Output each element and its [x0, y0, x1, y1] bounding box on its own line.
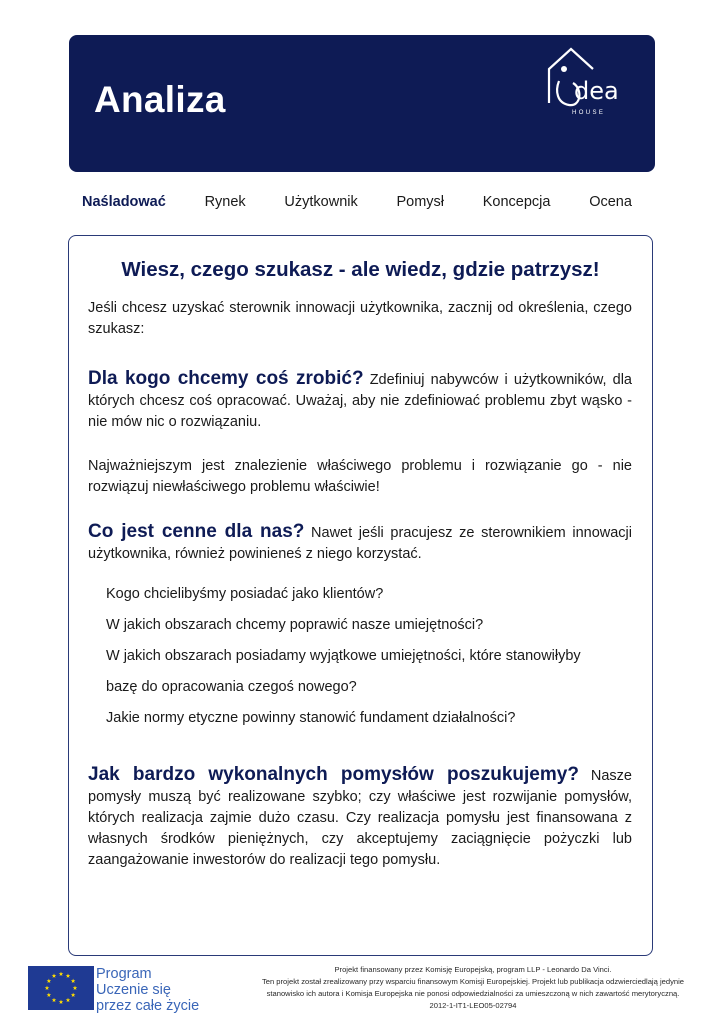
section-who	[88, 368, 632, 433]
llp-program-logo	[28, 966, 209, 1012]
question-item: Jakie normy etyczne powinny stanowić fundament działalności?	[106, 710, 516, 726]
intro-paragraph: Jeśli chcesz uzyskać sterownik innowacji użytkownika, zacznij od określenia, czego szukasz:	[88, 300, 632, 337]
content-card	[68, 235, 653, 956]
tab-nasladowac[interactable]: Naśladować	[82, 194, 166, 210]
section-value-text: Nawet jeśli pracujesz ze sterownikiem innowacji użytkownika, również powinieneś z niego korzystać.	[88, 525, 632, 562]
question-item: Kogo chcielibyśmy posiadać jako klientów?	[106, 586, 384, 602]
eu-flag-icon	[28, 966, 94, 1010]
disclaimer-line: Projekt finansowany przez Komisję Europejską, program LLP - Leonardo Da Vinci.	[334, 965, 612, 974]
question-item: W jakich obszarach posiadamy wyjątkowe umiejętności, które stanowiłyby	[106, 648, 581, 664]
section-who-text: Zdefiniuj nabywców i użytkowników, dla których chcesz coś opracować. Uważaj, aby nie zdefiniować problemu zbyt wąsko - nie mów nic o rozwiązaniu.	[88, 372, 632, 430]
disclaimer-line: Ten projekt został zrealizowany przy wsparciu finansowym Komisji Europejskiej. Projekt lub publikacja odzwierciedlają jedynie	[261, 977, 685, 986]
section-who-note: Najważniejszym jest znalezienie właściwego problemu i rozwiązanie go - nie rozwiązuj niewłaściwego problemu właściwie!	[88, 458, 632, 495]
question-item: W jakich obszarach chcemy poprawić nasze umiejętności?	[106, 617, 484, 633]
page-title: Analiza	[94, 79, 226, 120]
logo-subword: HOUSE	[572, 110, 606, 116]
logo-word: dea	[574, 77, 619, 105]
tab-uzytkownik[interactable]: Użytkownik	[284, 194, 358, 210]
section-tabs	[82, 190, 632, 214]
disclaimer-line: 2012-1-IT1-LEO05-02794	[429, 1001, 517, 1010]
program-line: Uczenie się	[96, 982, 171, 998]
header-banner	[69, 35, 655, 172]
tab-ocena[interactable]: Ocena	[589, 194, 632, 210]
tab-pomysl[interactable]: Pomysł	[396, 194, 445, 210]
section-value	[88, 521, 632, 565]
section-feasibility-heading: Jak bardzo wykonalnych pomysłów poszukujemy?	[88, 764, 579, 785]
tab-koncepcja[interactable]: Koncepcja	[482, 194, 551, 210]
program-line: Program	[96, 966, 152, 982]
question-item: bazę do opracowania czegoś nowego?	[106, 679, 357, 695]
section-feasibility-text: Nasze pomysły muszą być realizowane szybko; czy właściwe jest rozwijanie pomysłów, których realizacja zajmie dużo czasu. Czy realizacja pomysłu jest finansowana z własnych środków pieniężnych, czy akceptujemy zaciągnięcie pożyczki lub zaangażowanie inwestorów do realizacji tego pomysłu.	[88, 768, 632, 868]
program-line: przez całe życie	[96, 998, 200, 1014]
disclaimer-line: stanowisko ich autora i Komisja Europejska nie ponosi odpowiedzialności za umieszczoną w nich zawartość merytoryczną.	[266, 989, 680, 998]
idea-house-logo	[547, 47, 637, 125]
funding-disclaimer	[238, 964, 708, 1012]
section-feasibility	[88, 764, 632, 871]
section-value-heading: Co jest cenne dla nas?	[88, 521, 305, 542]
card-title: Wiesz, czego szukasz - ale wiedz, gdzie patrzysz!	[121, 258, 600, 281]
section-who-heading: Dla kogo chcemy coś zrobić?	[88, 368, 364, 389]
tab-rynek[interactable]: Rynek	[204, 194, 246, 210]
